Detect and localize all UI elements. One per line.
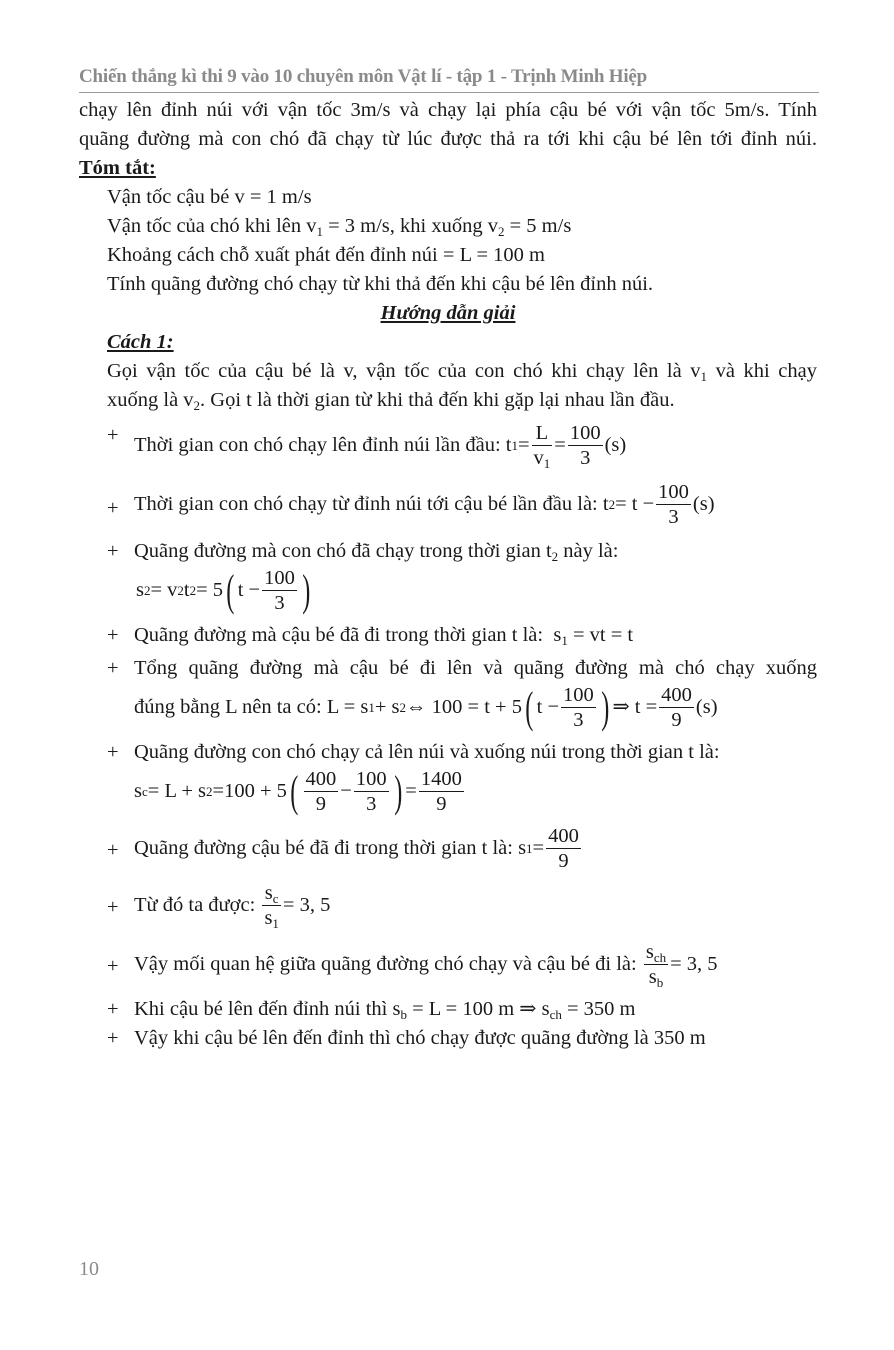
solution-step [79, 421, 817, 470]
solution-step: + Quãng đường con chó chạy cả lên núi và xuống núi trong thời gian t là: s c = L + s 2 =100 + 5 ( 400 9 − $\frac{100}{3}$ ) = $\frac{1400}{9}$ [79, 738, 817, 816]
fraction: $\frac{L}{v_1}$ [533, 422, 551, 471]
fraction: $\frac{s_c}{s_1}$ [264, 882, 279, 931]
summary-line: Vận tốc của chó khi lên $v_1 = 3$ m/s, khi xuống $v_2 = 5$ m/s [107, 215, 572, 239]
fraction: $\frac{100}{3}$ [563, 684, 594, 731]
page-body [79, 96, 817, 1053]
fraction: $\frac{1400}{9}$ [420, 768, 462, 815]
fraction: $\frac{100}{3}$ [355, 768, 387, 815]
equation-ratio: Từ đó ta được: $\frac{s_c}{s_1}$ = 3, 5 [134, 882, 331, 931]
solution-step: + Từ đó ta được: $\frac{s_c}{s_1}$ = 3, 5 [79, 881, 817, 930]
running-header: Chiến thắng kì thi 9 vào 10 chuyên môn Vật lí - tập 1 - Trịnh Minh Hiệp [79, 66, 819, 93]
guide-title: Hướng dẫn giải [380, 302, 516, 324]
equation-t1: Thời gian con chó chạy lên đỉnh núi lần đầu: t 1 = $\frac{L}{v_1}$ = $\frac{100}{3}$ (s) [134, 422, 627, 471]
method-intro: Gọi vận tốc của cậu bé là v, vận tốc của con chó khi chạy lên là $v_1$ và khi chạy [107, 360, 817, 384]
summary-line: Tính quãng đường chó chạy từ khi thả đến khi cậu bé lên đỉnh núi. [107, 273, 654, 295]
page-number: 10 [79, 1258, 99, 1280]
fraction: $\frac{100}{3}$ [569, 422, 601, 469]
summary-title: Tóm tắt: [79, 157, 156, 179]
equation-t2: Thời gian con chó chạy từ đỉnh núi tới cậu bé lần đầu là: t 2 = t − $\frac{100}{3}$ (s) [134, 481, 715, 528]
fraction: $\frac{400}{9}$ [548, 825, 579, 872]
solution-step: + Tổng quãng đường mà cậu bé đi lên và quãng đường mà chó chạy xuống đúng bằng L nên ta có: L = s 1 + s 2 ⇔ 100 = t + 5 ( t − $\frac{100}{3}$ ) ⇒ t = $\frac{400}{9}$ (s) [107, 657, 817, 732]
fraction: 400 9 [305, 768, 337, 815]
solution-step: + Quãng đường mà con chó đã chạy trong thời gian $t_2$ này là: s 2 = v 2 t 2 = 5 ( t − $\frac{100}{3}$ ) [79, 537, 817, 615]
summary-line: Vận tốc cậu bé v = 1 m/s [107, 186, 312, 208]
fraction: $\frac{400}{9}$ [661, 684, 692, 731]
method-title: Cách 1: [107, 331, 174, 353]
equation-s2: s 2 = v 2 t 2 = 5 ( t − $\frac{100}{3}$ ) [136, 565, 311, 615]
equation-sc: s c = L + s 2 =100 + 5 ( 400 9 − $\frac{100}{3}$ ) = $\frac{1400}{9}$ [134, 766, 462, 816]
solution-step: + Thời gian con chó chạy từ đỉnh núi tới cậu bé lần đầu là: t 2 = t − $\frac{100}{3}$ (s) [79, 480, 817, 529]
equation-s1: Quãng đường cậu bé đã đi trong thời gian t là: s 1 = $\frac{400}{9}$ [134, 825, 579, 872]
solution-step: + Vậy mối quan hệ giữa quãng đường chó chạy và cậu bé đi là: $s_{ch}$ $s_b$ = 3, 5 [79, 940, 817, 989]
method-intro: xuống là $v_2$. Gọi t là thời gian từ khi thả đến khi gặp lại nhau lần đầu. [107, 389, 675, 413]
solution-step: + Quãng đường cậu bé đã đi trong thời gian t là: s 1 = $\frac{400}{9}$ [79, 824, 817, 873]
summary-line: Khoảng cách chỗ xuất phát đến đỉnh núi = L = 100 m [107, 244, 545, 266]
fraction: $\frac{100}{3}$ [264, 567, 295, 614]
solution-step: + Vậy khi cậu bé lên đến đỉnh thì chó chạy được quãng đường là 350 m [107, 1027, 706, 1049]
fraction: $\frac{100}{3}$ [658, 481, 689, 528]
solution-step: + Quãng đường mà cậu bé đã đi trong thời gian t là: $s_1$ = vt = t [107, 624, 634, 648]
equation-relation: Vậy mối quan hệ giữa quãng đường chó chạy và cậu bé đi là: $s_{ch}$ $s_b$ = 3, 5 [134, 941, 718, 990]
intro-line: chạy lên đỉnh núi với vận tốc 3m/s và chạy lại phía cậu bé với vận tốc 5m/s. Tính [79, 99, 817, 121]
bullet-plus: + [107, 424, 119, 446]
fraction: $s_{ch}$ $s_b$ [645, 941, 667, 990]
equation-L: đúng bằng L nên ta có: L = s 1 + s 2 ⇔ 100 = t + 5 ( t − $\frac{100}{3}$ ) ⇒ t = $\frac{400}{9}$ (s) [134, 682, 718, 732]
solution-step: + Khi cậu bé lên đến đỉnh núi thì $s_b = L = 100$ m ⇒ $s_{ch} = 350$ m [107, 998, 636, 1022]
intro-line: quãng đường mà con chó đã chạy từ lúc được thả ra tới khi cậu bé lên tới đỉnh núi. [79, 128, 817, 150]
